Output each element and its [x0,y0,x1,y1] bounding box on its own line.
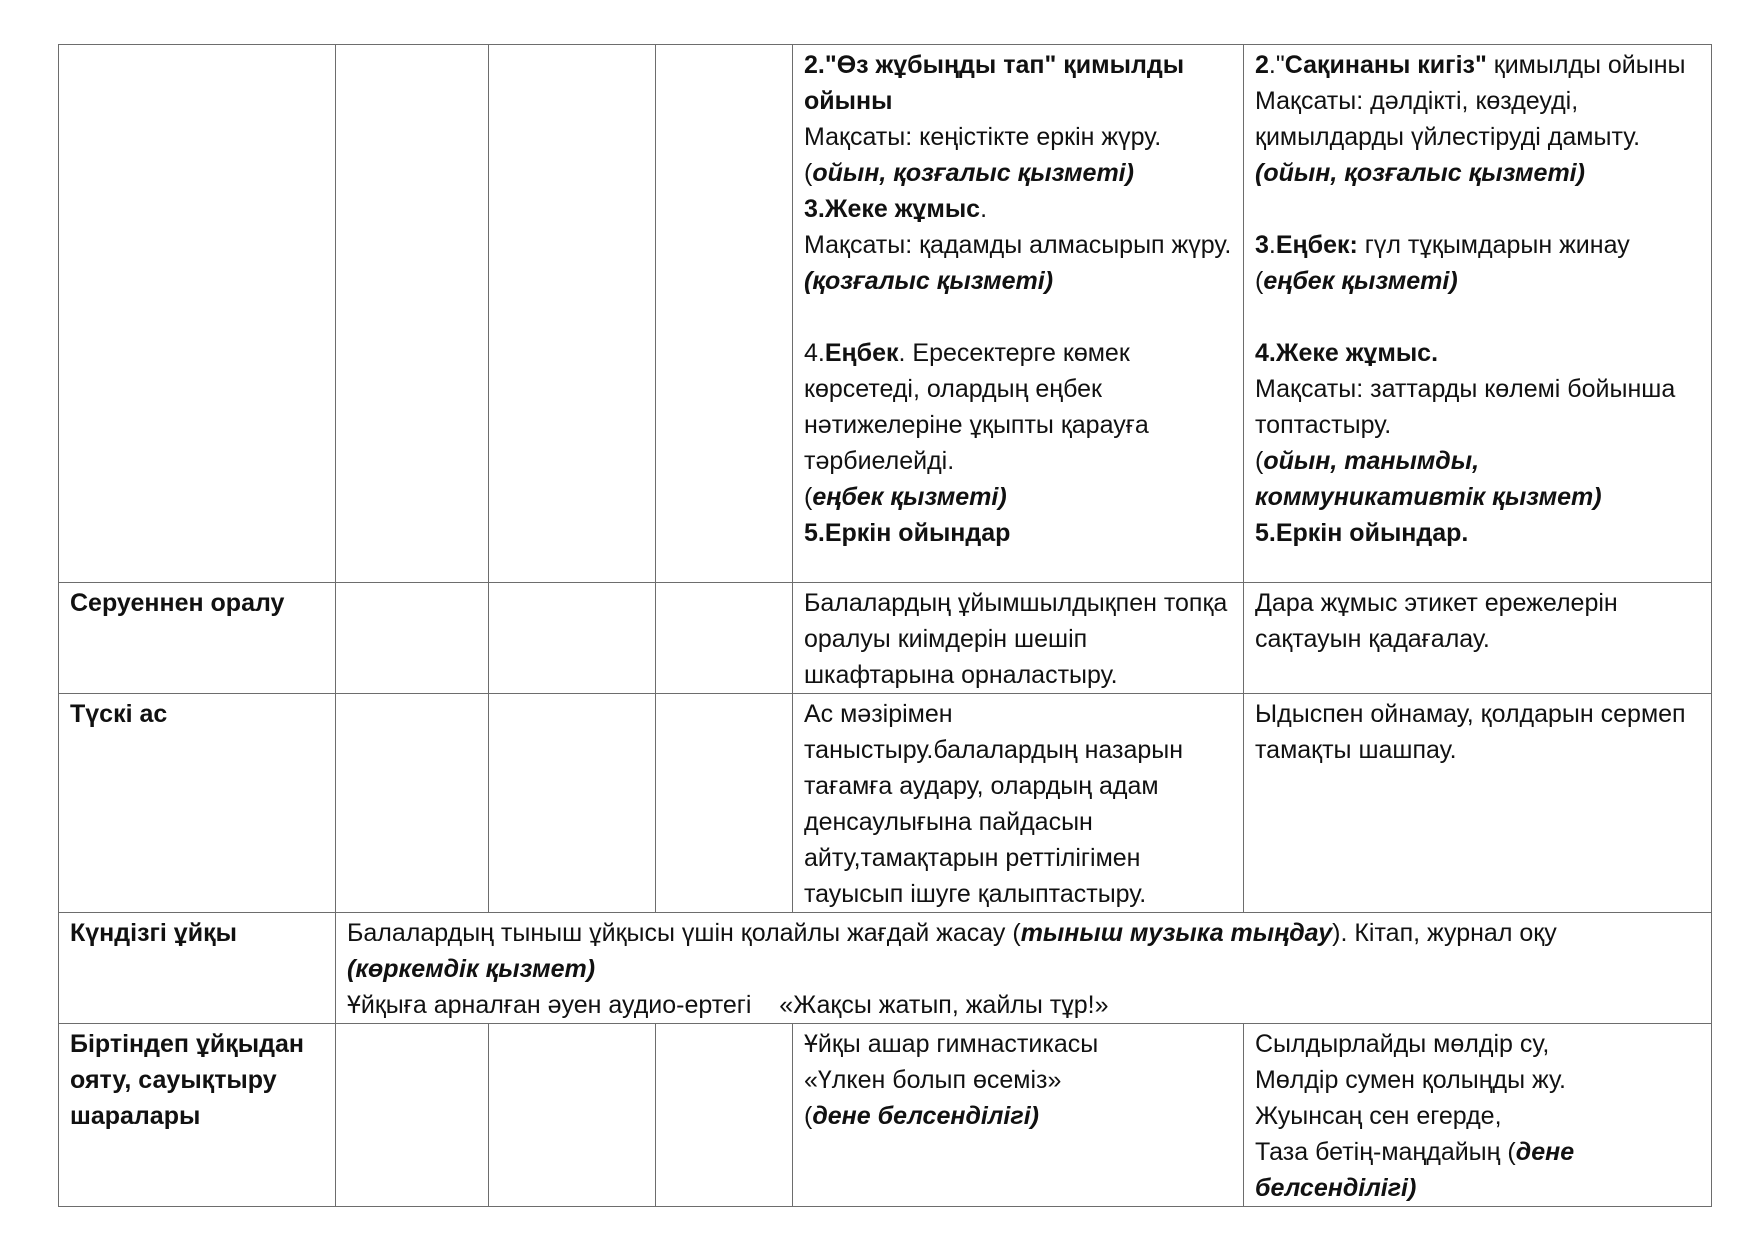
goal-text: Мақсаты: дәлдікті, көздеуді, қимылдарды үйлестіруді дамыту. [1255,87,1641,151]
activity-type: (ойын, қозғалыс қызметі) [1255,159,1585,187]
activity-type: (ойын, қозғалыс қызметі) [804,159,1134,187]
row-label-cell [59,45,336,583]
task-heading: 4.Жеке жұмыс. [1255,339,1439,367]
activity-cell: Сылдырлайды мөлдір су, Мөлдір сумен қолыңды жу. Жуынсаң сен егерде, Таза бетің-маңдайың (дене белсенділігі) [1244,1024,1712,1207]
activity-type: (еңбек қызметі) [804,483,1007,511]
goal-text: Мақсаты: заттарды көлемі бойынша топтастыру. [1255,375,1676,439]
document-page [58,44,1712,1207]
empty-cell [489,1024,656,1207]
empty-cell [656,583,793,694]
game-title: 2."Өз жұбыңды тап" қимылды ойыны [804,51,1185,115]
row-label-cell: Серуеннен оралу [59,583,336,694]
daily-plan-table [58,44,1712,1207]
activity-cell [1244,45,1712,583]
merged-activity-cell: Балалардың тыныш ұйқысы үшін қолайлы жағдай жасау (тыныш музыка тыңдау). Кітап, журнал оқу (көркемдік қызмет) Ұйқыға арналған әуен аудио-ертегі «Жақсы жатып, жайлы тұр!» [336,913,1712,1024]
table-row [59,694,1712,913]
empty-cell [336,583,489,694]
row-label-cell: Түскі ас [59,694,336,913]
free-games-heading: 5.Еркін ойындар. [1255,519,1469,547]
table-row [59,1024,1712,1207]
activity-type: (қозғалыс қызметі) [804,267,1054,295]
activity-type: (көркемдік қызмет) [347,955,596,983]
activity-cell: Ұйқы ашар гимнастикасы «Үлкен болып өсеміз» (дене белсенділігі) [793,1024,1244,1207]
empty-cell [336,45,489,583]
activity-type: (ойын, танымды, коммуникативтік қызмет) [1255,447,1602,511]
free-games-heading: 5.Еркін ойындар [804,519,1011,547]
empty-cell [489,45,656,583]
table-row [59,913,1712,1024]
table-row [59,45,1712,583]
audio-tale: Ұйқыға арналған әуен аудио-ертегі «Жақсы жатып, жайлы тұр!» [347,991,1109,1019]
goal-text: Мақсаты: қадамды алмасырып жүру. [804,231,1232,259]
labour-text: 3.Еңбек: гүл тұқымдарын жинау [1255,231,1630,259]
activity-cell: Балалардың ұйымшылдықпен топқа оралуы киімдерін шешіп шкафтарына орналастыру. [793,583,1244,694]
goal-text: Мақсаты: кеңістікте еркін жүру. [804,123,1162,151]
game-title: 2."Сақинаны кигіз" қимылды ойыны [1255,51,1686,79]
row-label-cell: Күндізгі ұйқы [59,913,336,1024]
activity-type: (еңбек қызметі) [1255,267,1458,295]
table-row [59,583,1712,694]
empty-cell [656,694,793,913]
empty-cell [656,45,793,583]
empty-cell [336,1024,489,1207]
activity-cell [793,45,1244,583]
activity-cell: Ыдыспен ойнамау, қолдарын сермеп тамақты шашпау. [1244,694,1712,913]
empty-cell [336,694,489,913]
row-label-cell: Біртіндеп ұйқыдан ояту, сауықтыру шаралары [59,1024,336,1207]
empty-cell [656,1024,793,1207]
activity-cell: Ас мәзірімен таныстыру.балалардың назарын тағамға аудару, олардың адам денсаулығына пайдасын айту,тамақтарын реттілігімен тауысып ішуге қалыптастыру. [793,694,1244,913]
empty-cell [489,694,656,913]
empty-cell [489,583,656,694]
labour-text: 4.Еңбек. Ересектерге көмек көрсетеді, олардың еңбек нәтижелеріне ұқыпты қарауға тәрбиелейді. [804,339,1149,475]
activity-cell: Дара жұмыс этикет ережелерін сақтауын қадағалау. [1244,583,1712,694]
task-heading: 3.Жеке жұмыс. [804,195,988,223]
